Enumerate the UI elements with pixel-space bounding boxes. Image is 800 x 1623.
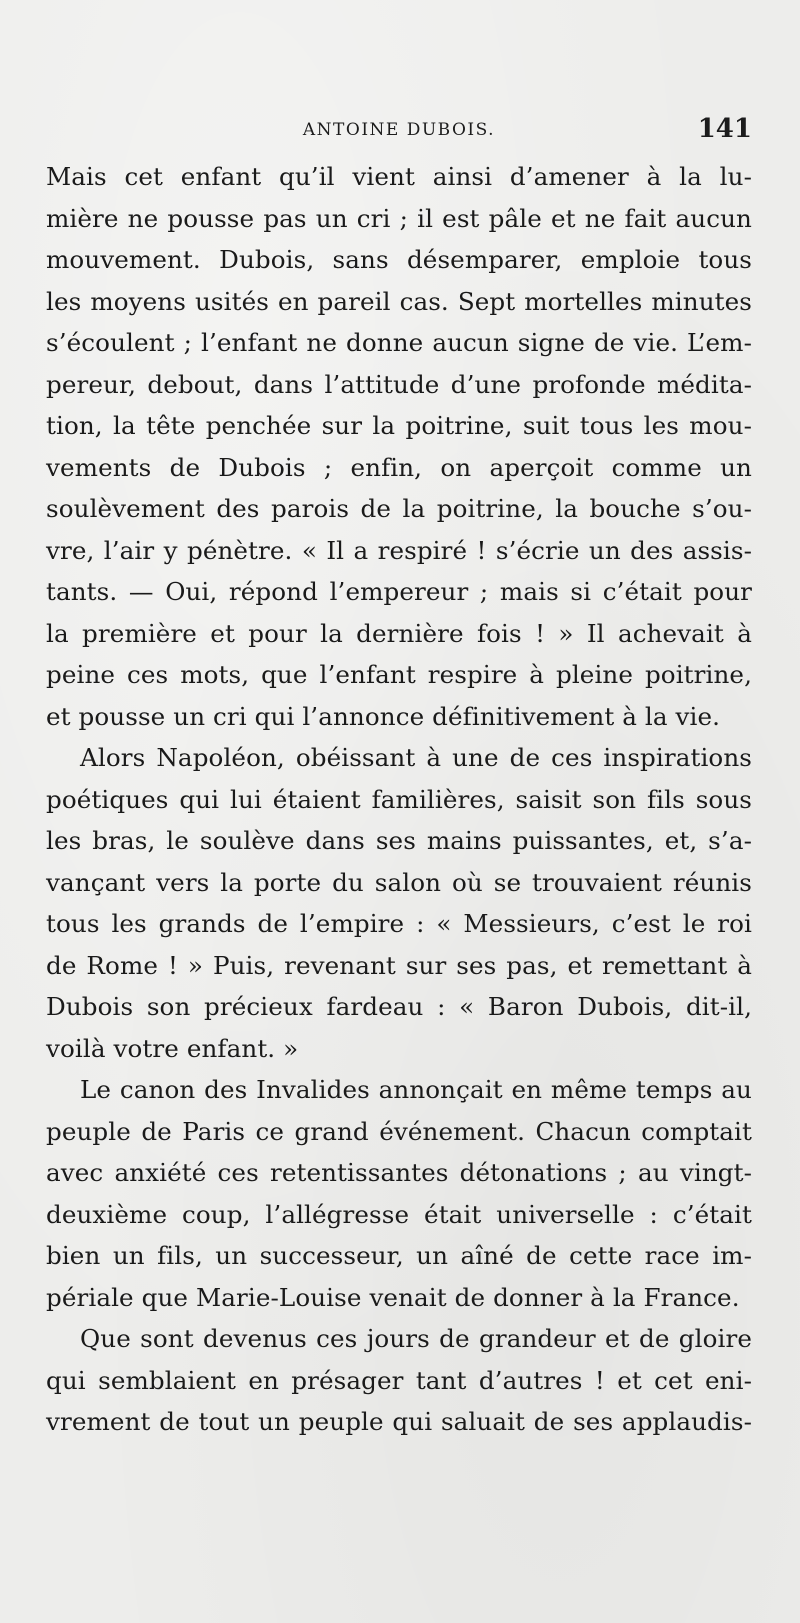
- text-line: bien un fils, un successeur, un aîné de cette race im-: [46, 1241, 752, 1270]
- paragraph-end-line: et pousse un cri qui l’annonce définitivement à la vie.: [46, 701, 721, 731]
- text-line: la première et pour la dernière fois ! » Il achevait à: [46, 618, 752, 648]
- text-line: qui semblaient en présager tant d’autres ! et cet eni-: [46, 1365, 752, 1395]
- text-line: mouvement. Dubois, sans désemparer, emploie tous: [46, 245, 752, 274]
- text-line: de Rome ! » Puis, revenant sur ses pas, et remettant à: [46, 950, 752, 980]
- running-head: [46, 112, 752, 146]
- text-line: s’écoulent ; l’enfant ne donne aucun signe de vie. L’em-: [46, 328, 752, 357]
- text-line: deuxième coup, l’allégresse était universelle : c’était: [46, 1199, 752, 1229]
- page-number: 141: [697, 114, 752, 144]
- paragraph-start-line: Le canon des Invalides annonçait en même temps au: [80, 1075, 752, 1104]
- paragraph-end-line: voilà votre enfant. »: [46, 1033, 299, 1063]
- text-line: Mais cet enfant qu’il vient ainsi d’amener à la lu-: [46, 162, 752, 191]
- paragraph-start-line: Alors Napoléon, obéissant à une de ces inspirations: [80, 743, 752, 772]
- text-line: vrement de tout un peuple qui saluait de ses applaudis-: [46, 1407, 752, 1436]
- text-line: tous les grands de l’empire : « Messieurs, c’est le roi: [46, 909, 752, 938]
- text-line: soulèvement des parois de la poitrine, la bouche s’ou-: [46, 494, 752, 523]
- body-text: [46, 156, 752, 1443]
- paragraph-start-line: Que sont devenus ces jours de grandeur et de gloire: [80, 1324, 752, 1353]
- text-line: les bras, le soulève dans ses mains puissantes, et, s’a-: [46, 826, 752, 855]
- text-line: les moyens usités en pareil cas. Sept mortelles minutes: [46, 286, 752, 316]
- text-line: Dubois son précieux fardeau : « Baron Dubois, dit-il,: [46, 992, 752, 1021]
- text-line: tion, la tête penchée sur la poitrine, suit tous les mou-: [46, 411, 752, 440]
- paragraph-end-line: périale que Marie-Louise venait de donner à la France.: [46, 1282, 740, 1312]
- text-line: peuple de Paris ce grand événement. Chacun comptait: [46, 1116, 752, 1146]
- text-line: vançant vers la porte du salon où se trouvaient réunis: [46, 867, 752, 897]
- text-line: pereur, debout, dans l’attitude d’une profonde médita-: [46, 369, 752, 399]
- text-line: vre, l’air y pénètre. « Il a respiré ! s’écrie un des assis-: [46, 535, 752, 565]
- text-line: peine ces mots, que l’enfant respire à pleine poitrine,: [46, 660, 752, 689]
- running-title: ANTOINE DUBOIS.: [302, 120, 496, 140]
- text-line: mière ne pousse pas un cri ; il est pâle et ne fait aucun: [46, 203, 752, 233]
- text-line: tants. — Oui, répond l’empereur ; mais si c’était pour: [46, 577, 752, 606]
- text-line: vements de Dubois ; enfin, on aperçoit comme un: [46, 452, 752, 482]
- text-line: avec anxiété ces retentissantes détonations ; au vingt-: [46, 1158, 752, 1187]
- text-line: poétiques qui lui étaient familières, saisit son fils sous: [46, 784, 752, 814]
